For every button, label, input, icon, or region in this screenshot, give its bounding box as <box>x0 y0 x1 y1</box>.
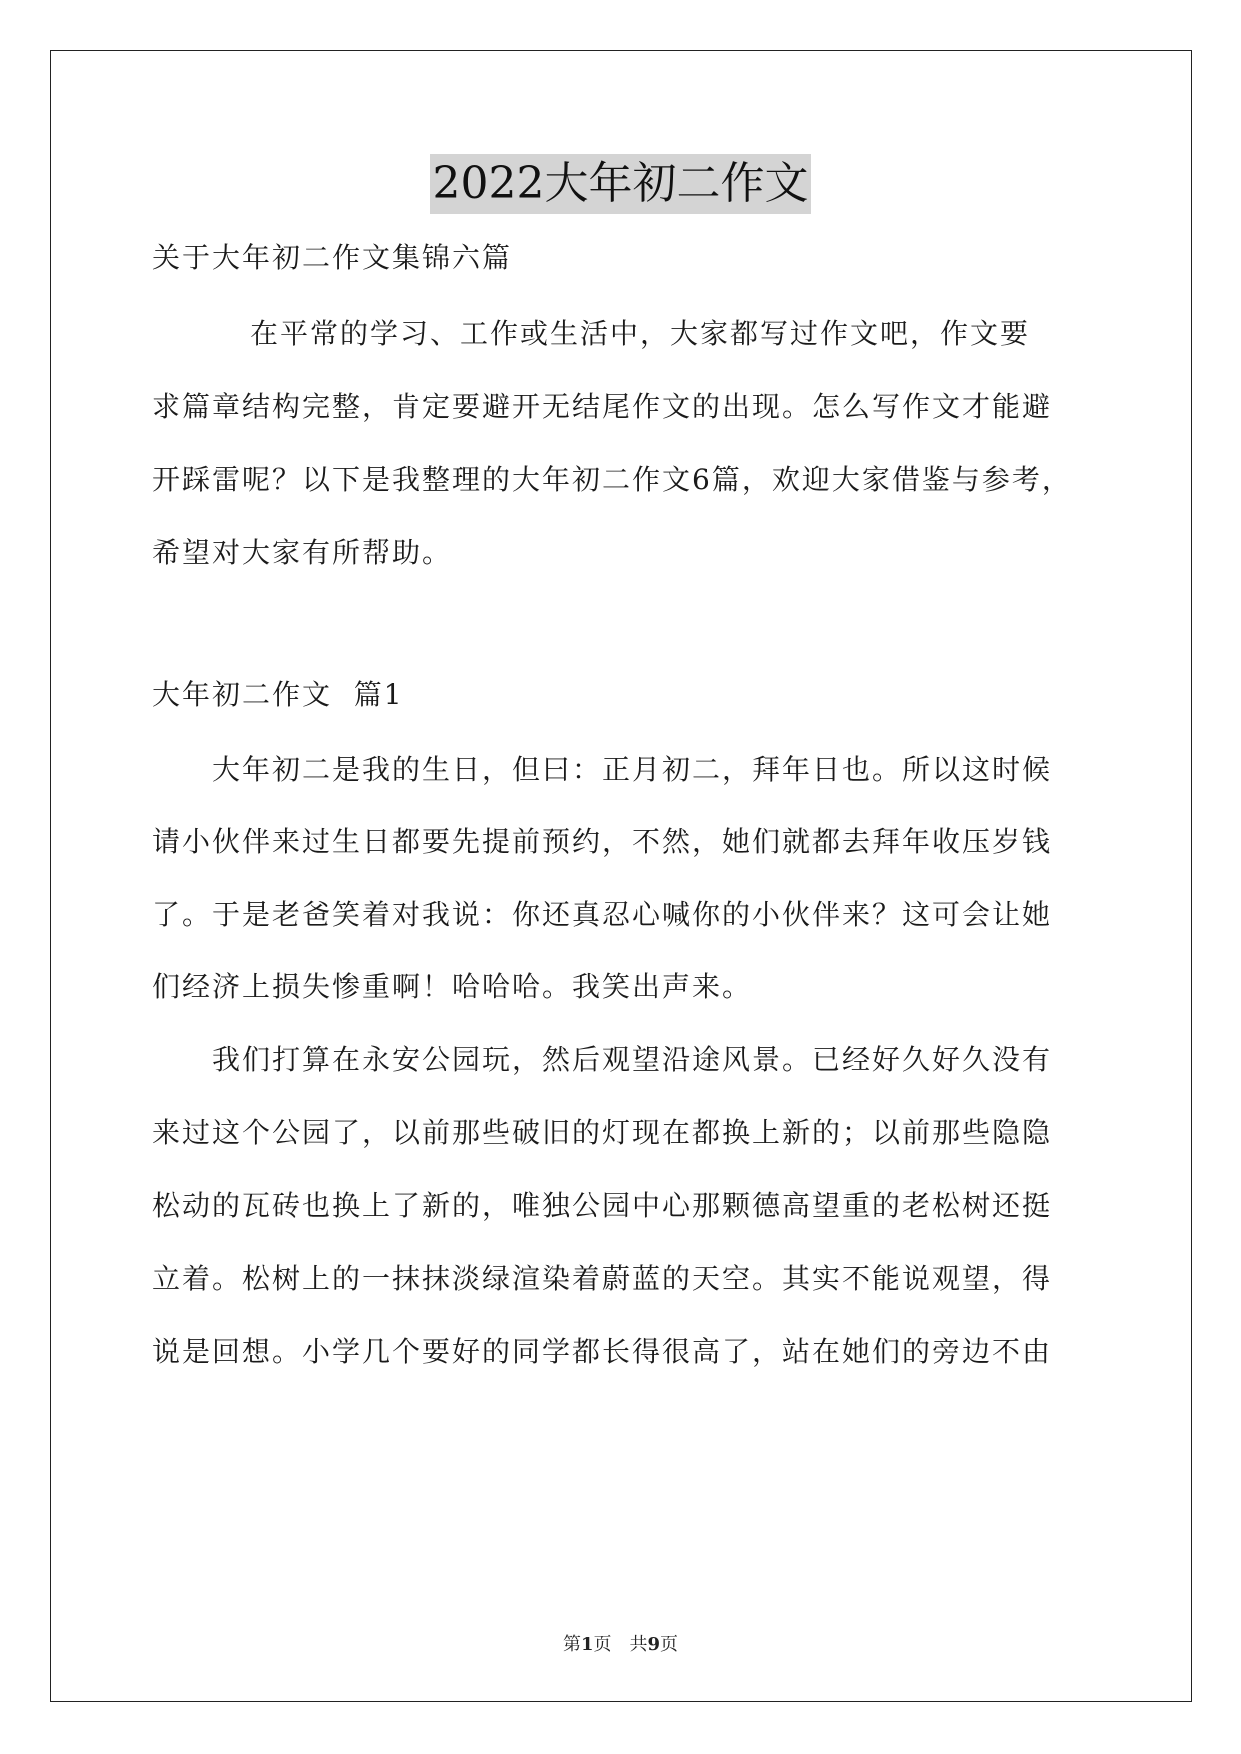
paragraph-line: 说是回想。小学几个要好的同学都长得很高了，站在她们的旁边不由 <box>152 1335 1053 1368</box>
intro-line: 希望对大家有所帮助。 <box>152 536 453 569</box>
intro-line: 求篇章结构完整，肯定要避开无结尾作文的出现。怎么写作文才能避 <box>152 390 1053 423</box>
paragraph-line: 请小伙伴来过生日都要先提前预约，不然，她们就都去拜年收压岁钱 <box>152 825 1053 858</box>
paragraph-line: 了。于是老爸笑着对我说：你还真忍心喊你的小伙伴来？这可会让她 <box>152 898 1053 931</box>
paragraph-line: 我们打算在永安公园玩，然后观望沿途风景。已经好久好久没有 <box>212 1043 1053 1076</box>
section-heading: 大年初二作文 篇1 <box>152 678 404 711</box>
page-label-prefix: 第 <box>562 1634 581 1655</box>
title-container <box>0 154 1241 214</box>
intro-line: 在平常的学习、工作或生活中，大家都写过作文吧，作文要 <box>250 317 1031 350</box>
total-page-number: 9 <box>647 1634 661 1655</box>
document-subtitle: 关于大年初二作文集锦六篇 <box>152 241 513 274</box>
page-label-mid: 页 共 <box>593 1634 648 1655</box>
paragraph-line: 来过这个公园了，以前那些破旧的灯现在都换上新的；以前那些隐隐 <box>152 1116 1053 1149</box>
paragraph-line: 们经济上损失惨重啊！哈哈哈。我笑出声来。 <box>152 970 753 1003</box>
paragraph-line: 立着。松树上的一抹抹淡绿渲染着蔚蓝的天空。其实不能说观望，得 <box>152 1262 1053 1295</box>
page-footer <box>0 1633 1241 1657</box>
paragraph-line: 大年初二是我的生日，但曰：正月初二，拜年日也。所以这时候 <box>212 753 1053 786</box>
page-border <box>50 50 1192 1702</box>
document-title: 2022大年初二作文 <box>430 154 812 214</box>
page-label-suffix: 页 <box>660 1634 679 1655</box>
current-page-number: 1 <box>580 1634 594 1655</box>
paragraph-line: 松动的瓦砖也换上了新的，唯独公园中心那颗德高望重的老松树还挺 <box>152 1189 1053 1222</box>
intro-line: 开踩雷呢？以下是我整理的大年初二作文6篇，欢迎大家借鉴与参考， <box>152 463 1072 496</box>
